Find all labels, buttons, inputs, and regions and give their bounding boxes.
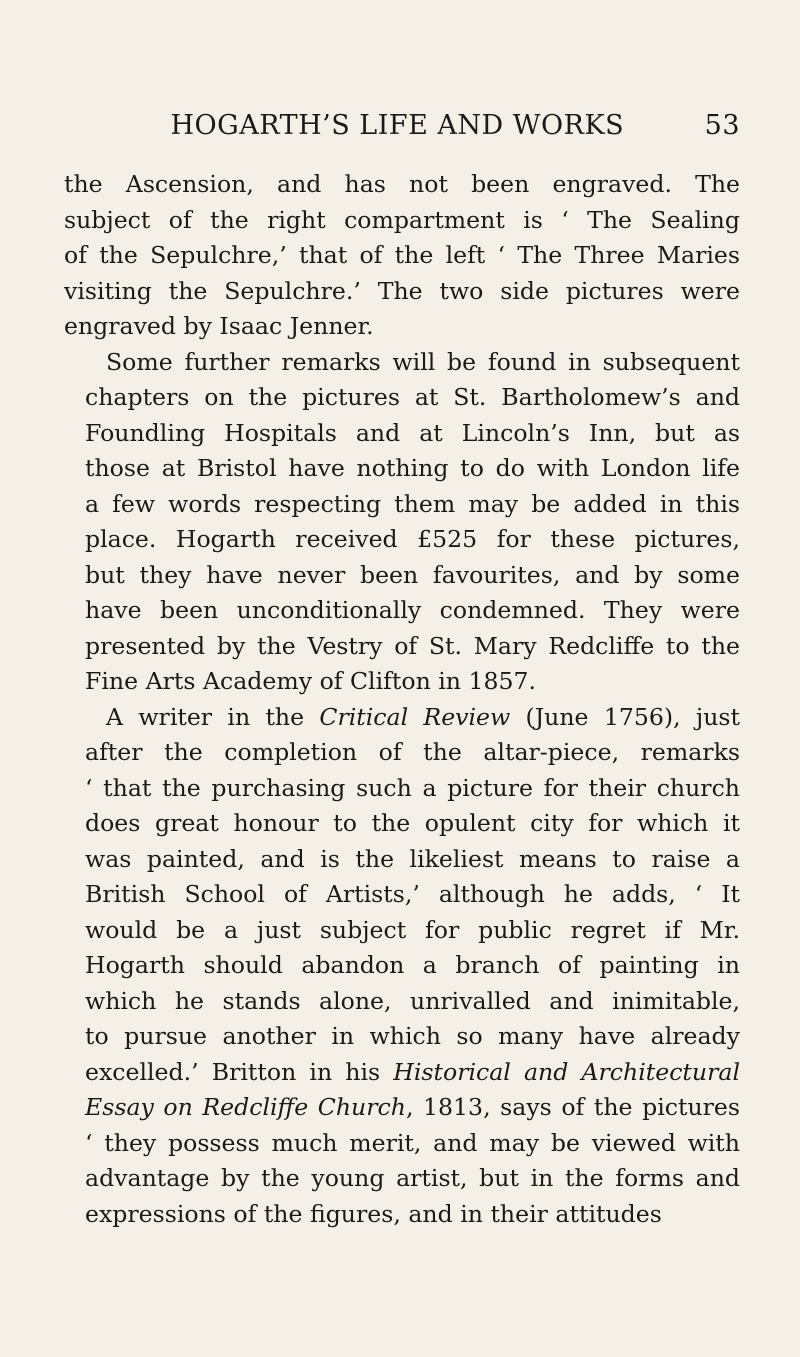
text-run: would be a just subject for public regret if Mr. xyxy=(85,915,740,944)
text-run: of the Sepulchre,’ that of the left ‘ The Three Maries xyxy=(64,241,740,269)
text-line xyxy=(64,664,740,700)
text-line xyxy=(64,345,740,381)
paragraph-3 xyxy=(64,700,740,1233)
text-line xyxy=(64,380,740,416)
paragraph-1 xyxy=(64,167,740,345)
text-line xyxy=(64,487,740,523)
text-line xyxy=(64,593,740,629)
text-line xyxy=(64,203,740,239)
text-run: subject of the right compartment is ‘ The Sealing xyxy=(64,205,740,234)
text-line xyxy=(64,451,740,487)
text-line xyxy=(64,522,740,558)
text-line xyxy=(64,984,740,1020)
text-run: excelled.’ Britton in his xyxy=(85,1057,394,1086)
text-run: Hogarth should abandon a branch of painting in xyxy=(85,951,740,979)
text-run: visiting the Sepulchre.’ The two side pictures were xyxy=(64,276,740,305)
text-line xyxy=(64,735,740,771)
text-line xyxy=(64,948,740,984)
text-run: , 1813, says of the pictures xyxy=(405,1093,740,1121)
text-line xyxy=(64,167,740,203)
text-run: ‘ they possess much merit, and may be viewed with xyxy=(85,1128,740,1157)
text-line xyxy=(64,1090,740,1126)
text-line xyxy=(64,629,740,665)
text-run: A writer in the xyxy=(106,702,320,731)
page-number: 53 xyxy=(704,110,740,141)
text-run: was painted, and is the likeliest means to raise a xyxy=(85,844,740,873)
text-line xyxy=(64,1161,740,1197)
text-run: the Ascension, and has not been engraved. The xyxy=(64,170,740,198)
text-run: have been unconditionally condemned. They were xyxy=(85,596,740,624)
paragraph-2 xyxy=(64,345,740,700)
text-run: chapters on the pictures at St. Bartholomew’s and xyxy=(85,383,740,411)
text-run: presented by the Vestry of St. Mary Redcliffe to the xyxy=(85,631,740,660)
text-run: expressions of the figures, and in their attitudes xyxy=(85,1199,662,1228)
text-run: place. Hogarth received £525 for these pictures, xyxy=(85,525,740,553)
text-line xyxy=(64,274,740,310)
text-run: Foundling Hospitals and at Lincoln’s Inn, but as xyxy=(85,418,740,447)
italic-title: Critical Review xyxy=(319,702,511,731)
text-line xyxy=(64,238,740,274)
italic-title: Essay on Redcliffe Church xyxy=(85,1093,406,1121)
text-run: but they have never been favourites, and by some xyxy=(85,560,740,589)
text-line xyxy=(64,1019,740,1055)
running-head xyxy=(64,112,740,139)
text-line xyxy=(64,806,740,842)
text-line xyxy=(64,771,740,807)
text-line xyxy=(64,309,740,345)
text-line xyxy=(64,558,740,594)
text-line xyxy=(64,416,740,452)
text-run: advantage by the young artist, but in the forms and xyxy=(85,1164,740,1192)
text-run: after the completion of the altar-piece, remarks xyxy=(85,738,740,766)
text-run: a few words respecting them may be added in this xyxy=(85,489,740,518)
body-text xyxy=(64,167,740,1232)
text-run: ‘ that the purchasing such a picture for their church xyxy=(85,773,740,802)
text-run: engraved by Isaac Jenner. xyxy=(64,312,374,340)
text-line xyxy=(64,1055,740,1091)
text-line xyxy=(64,913,740,949)
text-run: those at Bristol have nothing to do with London life xyxy=(85,454,740,482)
text-line xyxy=(64,877,740,913)
text-line xyxy=(64,700,740,736)
text-run: which he stands alone, unrivalled and inimitable, xyxy=(85,986,740,1015)
text-run: British School of Artists,’ although he adds, ‘ It xyxy=(85,880,740,908)
italic-title: Historical and Architectural xyxy=(393,1057,740,1086)
text-line xyxy=(64,842,740,878)
text-run: Fine Arts Academy of Clifton in 1857. xyxy=(85,667,537,695)
running-title: HOGARTH’S LIFE AND WORKS xyxy=(170,110,625,141)
text-run: to pursue another in which so many have already xyxy=(85,1022,740,1050)
text-line xyxy=(64,1126,740,1162)
text-line xyxy=(64,1197,740,1233)
text-run: does great honour to the opulent city for which it xyxy=(85,809,740,837)
text-run: (June 1756), just xyxy=(510,702,740,731)
text-run: Some further remarks will be found in subsequent xyxy=(106,347,740,376)
